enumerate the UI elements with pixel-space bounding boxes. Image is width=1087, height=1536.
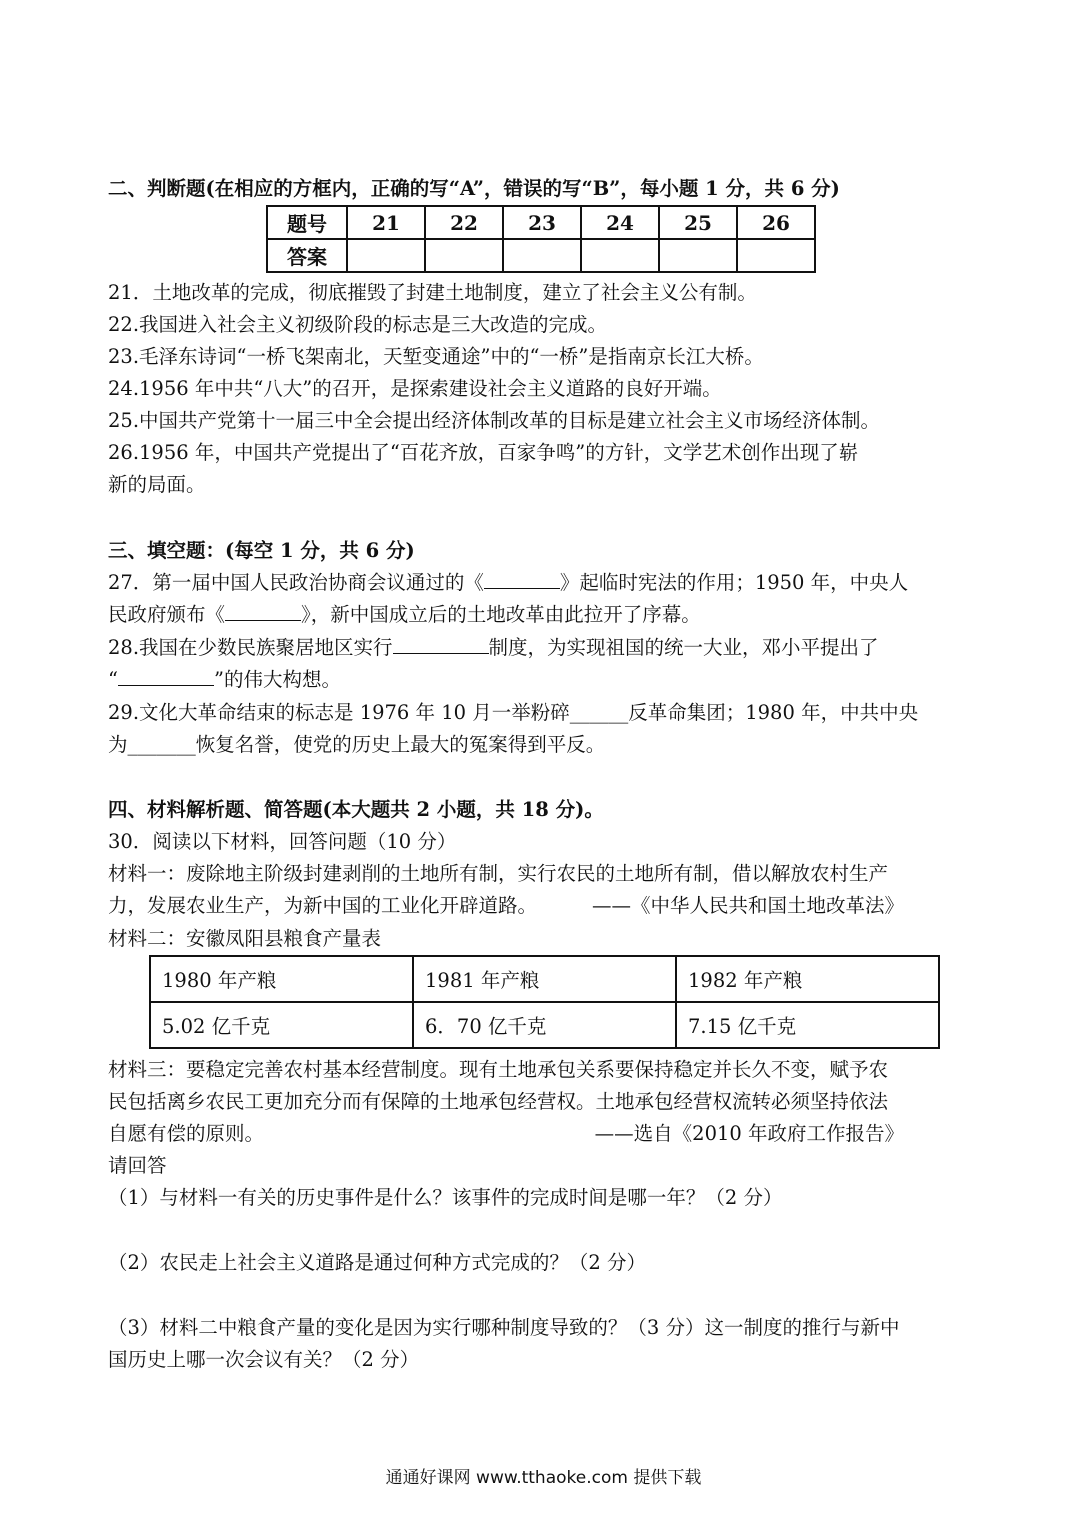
question-25: 25.中国共产党第十一届三中全会提出经济体制改革的目标是建立社会主义市场经济体制。 — [108, 409, 881, 432]
q27-blank-2[interactable] — [225, 602, 301, 621]
q27-text-b: 》起临时宪法的作用；1950 年，中央人 — [559, 571, 909, 594]
subquestion-1: （1）与材料一有关的历史事件是什么？该事件的完成时间是哪一年？（2 分） — [108, 1186, 783, 1209]
subquestion-2: （2）农民走上社会主义道路是通过何种方式完成的？（2 分） — [108, 1251, 647, 1274]
grain-table-value-row — [150, 1002, 939, 1048]
grain-table-header: 1981 年产粮 — [413, 956, 676, 1002]
answer-grid-answer-label: 答案 — [267, 239, 347, 272]
question-28-line2 — [108, 667, 1008, 693]
material1-text: 力，发展农业生产，为新中国的工业化开辟道路。 — [108, 894, 538, 917]
answer-grid — [266, 205, 816, 273]
q27-text-c: 民政府颁布《 — [108, 603, 226, 626]
q28-text-a: 28.我国在少数民族聚居地区实行 — [108, 636, 393, 659]
question-23: 23.毛泽东诗词“一桥飞架南北，天堑变通途”中的“一桥”是指南京长江大桥。 — [108, 345, 764, 368]
answer-prompt: 请回答 — [108, 1154, 167, 1177]
answer-cell-24[interactable] — [581, 239, 659, 272]
material1-source: ——《中华人民共和国土地改革法》 — [591, 894, 904, 917]
material1-line2 — [108, 893, 1008, 919]
question-27-line1 — [108, 570, 1008, 596]
subquestion-3-line1: （3）材料二中粮食产量的变化是因为实行哪种制度导致的？（3 分）这一制度的推行与新中 — [108, 1316, 900, 1339]
material3-line1: 材料三：要稳定完善农村基本经营制度。现有土地承包关系要保持稳定并长久不变，赋予农 — [108, 1058, 889, 1081]
grain-table-value: 5.02 亿千克 — [150, 1002, 413, 1048]
grain-table-header: 1982 年产粮 — [676, 956, 939, 1002]
material1-line1: 材料一：废除地主阶级封建剥削的土地所有制，实行农民的土地所有制，借以解放农村生产 — [108, 862, 889, 885]
answer-cell-21[interactable] — [347, 239, 425, 272]
grain-table-value: 7.15 亿千克 — [676, 1002, 939, 1048]
answer-grid-number: 25 — [659, 206, 737, 239]
q28-blank-1[interactable] — [393, 635, 489, 654]
q27-text-a: 27．第一届中国人民政治协商会议通过的《 — [108, 571, 484, 594]
q28-text-b: 制度，为实现祖国的统一大业，邓小平提出了 — [488, 636, 879, 659]
material2-title: 材料二：安徽凤阳县粮食产量表 — [108, 927, 382, 950]
q27-text-d: 》，新中国成立后的土地改革由此拉开了序幕。 — [301, 603, 701, 626]
section3-heading: 三、填空题：(每空 1 分，共 6 分) — [108, 539, 415, 562]
question-28-line1 — [108, 635, 1008, 661]
subquestion-3-line2: 国历史上哪一次会议有关？（2 分） — [108, 1348, 420, 1371]
question-26-line2: 新的局面。 — [108, 473, 206, 496]
answer-grid-number: 23 — [503, 206, 581, 239]
material3-source: ——选自《2010 年政府工作报告》 — [594, 1122, 904, 1145]
grain-table-header: 1980 年产粮 — [150, 956, 413, 1002]
answer-grid-number-label: 题号 — [267, 206, 347, 239]
question-27-line2 — [108, 602, 1008, 628]
answer-grid-answer-row — [267, 239, 815, 272]
q28-blank-2[interactable] — [118, 667, 214, 686]
material3-text: 自愿有偿的原则。 — [108, 1122, 265, 1145]
question-30-intro: 30．阅读以下材料，回答问题（10 分） — [108, 830, 457, 853]
question-21: 21．土地改革的完成，彻底摧毁了封建土地制度，建立了社会主义公有制。 — [108, 281, 757, 304]
q28-text-c: “ — [108, 668, 118, 691]
material3-line2: 民包括离乡农民工更加充分而有保障的土地承包经营权。土地承包经营权流转必须坚持依法 — [108, 1090, 889, 1113]
question-29-line1: 29.文化大革命结束的标志是 1976 年 10 月一举粉碎______反革命集团；1980 年，中共中央 — [108, 701, 919, 724]
answer-grid-number: 21 — [347, 206, 425, 239]
section4-heading: 四、材料解析题、简答题(本大题共 2 小题，共 18 分)。 — [108, 798, 604, 821]
grain-table-header-row — [150, 956, 939, 1002]
page-footer: 通通好课网 www.tthaoke.com 提供下载 — [385, 1468, 702, 1488]
question-29-line2: 为_______恢复名誉，使党的历史上最大的冤案得到平反。 — [108, 733, 606, 756]
material3-line3 — [108, 1121, 1008, 1147]
answer-grid-number: 26 — [737, 206, 815, 239]
answer-grid-number: 24 — [581, 206, 659, 239]
grain-table-value: 6．70 亿千克 — [413, 1002, 676, 1048]
q27-blank-1[interactable] — [484, 570, 560, 589]
answer-cell-25[interactable] — [659, 239, 737, 272]
section2-heading: 二、判断题(在相应的方框内，正确的写“A”，错误的写“B”，每小题 1 分，共 6 分) — [108, 177, 840, 200]
answer-cell-23[interactable] — [503, 239, 581, 272]
grain-output-table — [149, 955, 940, 1049]
answer-cell-22[interactable] — [425, 239, 503, 272]
question-24: 24.1956 年中共“八大”的召开，是探索建设社会主义道路的良好开端。 — [108, 377, 722, 400]
question-26-line1: 26.1956 年，中国共产党提出了“百花齐放，百家争鸣”的方针，文学艺术创作出现了崭 — [108, 441, 859, 464]
question-22: 22.我国进入社会主义初级阶段的标志是三大改造的完成。 — [108, 313, 608, 336]
answer-grid-number: 22 — [425, 206, 503, 239]
q28-text-d: ”的伟大构想。 — [213, 668, 341, 691]
answer-cell-26[interactable] — [737, 239, 815, 272]
answer-grid-number-row — [267, 206, 815, 239]
